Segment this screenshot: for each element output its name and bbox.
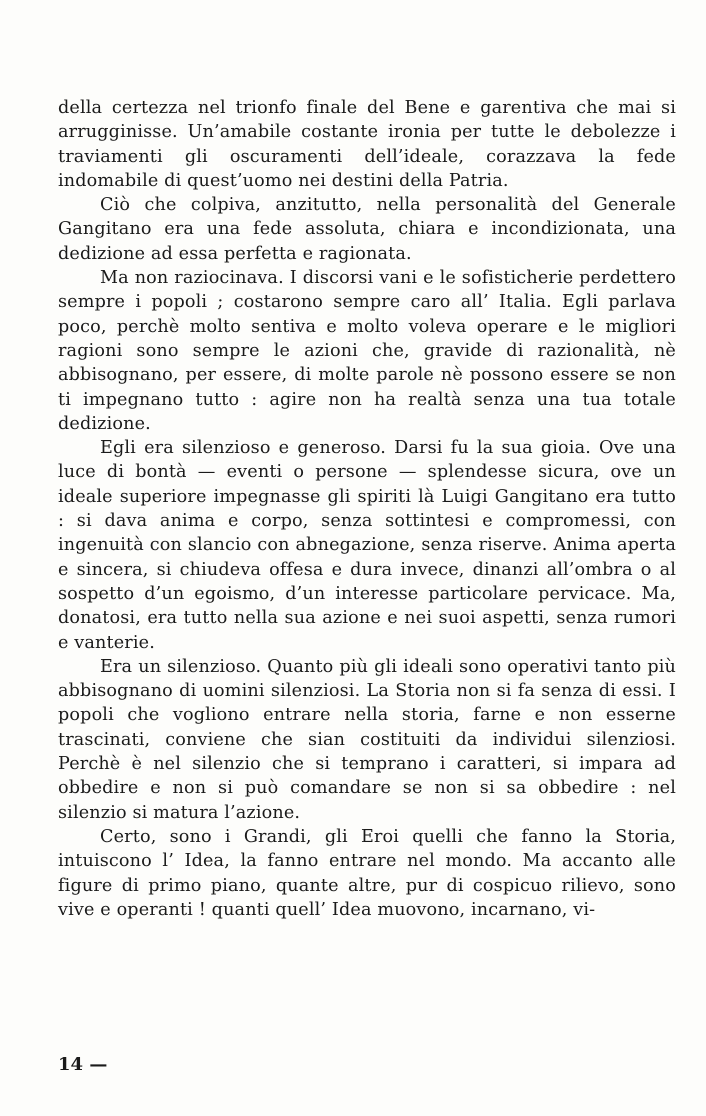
paragraph: Era un silenzioso. Quanto più gli ideali sono operativi tanto più abbisognano di uomini silenziosi. La Storia non si fa senza di essi. I popoli che vogliono entrare nella storia, farne e non esserne trascinati, conviene che sian costituiti da individui silenziosi. Perchè è nel silenzio che si temprano i caratteri, si impara ad obbedire e non si può comandare se non si sa obbedire : nel silenzio si matura l’azione. xyxy=(58,656,676,823)
paragraph: Ma non raziocinava. I discorsi vani e le sofisticherie perdettero sempre i popoli ; costarono sempre caro all’ Italia. Egli parlava poco, perchè molto sentiva e molto voleva operare e le migliori ragioni sono sempre le azioni che, gravide di razionalità, nè abbisognano, per essere, di molte parole nè possono essere se non ti impegnano tutto : agire non ha realtà senza una tua totale dedizione. xyxy=(58,268,676,434)
page-number: 14 — xyxy=(58,1054,108,1075)
body-text xyxy=(58,96,676,922)
paragraph: Egli era silenzioso e generoso. Darsi fu la sua gioia. Ove una luce di bontà — eventi o persone — splendesse sicura, ove un ideale superiore impegnasse gli spiriti là Luigi Gangitano era tutto : si dava anima e corpo, senza sottintesi e compromessi, con ingenuità con slancio con abnegazione, senza riserve. Anima aperta e sincera, si chiudeva offesa e dura invece, dinanzi all’ombra o al sospetto d’un egoismo, d’un interesse particolare pervicace. Ma, donatosi, era tutto nella sua azione e nei suoi aspetti, senza rumori e vanterie. xyxy=(58,438,676,653)
paragraph: Ciò che colpiva, anzitutto, nella personalità del Generale Gangitano era una fede assoluta, chiara e incondizionata, una dedizione ad essa perfetta e ragionata. xyxy=(58,195,676,264)
paragraph: Certo, sono i Grandi, gli Eroi quelli che fanno la Storia, intuiscono l’ Idea, la fanno entrare nel mondo. Ma accanto alle figure di primo piano, quante altre, pur di cospicuo rilievo, sono vive e operanti ! quanti quell’ Idea muovono, incarnano, vi- xyxy=(58,826,676,920)
paragraph: della certezza nel trionfo finale del Bene e garentiva che mai si arrugginisse. Un’amabile costante ironia per tutte le debolezze i traviamenti gli oscuramenti dell’ideale, corazzava la fede indomabile di quest’uomo nei destini della Patria. xyxy=(58,98,676,191)
